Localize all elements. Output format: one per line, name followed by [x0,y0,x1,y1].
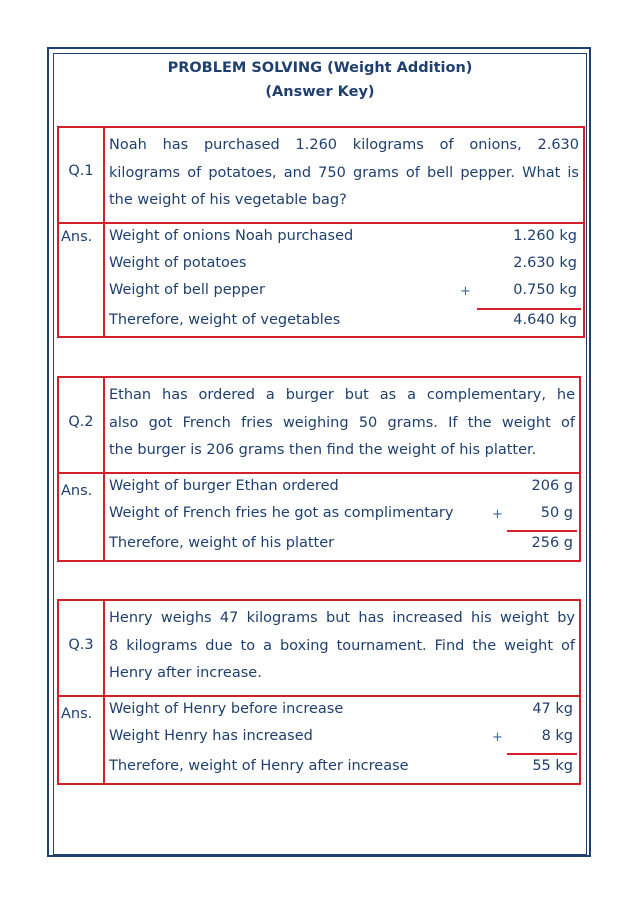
total-text: Therefore, weight of Henry after increase [109,758,409,774]
question-line: 8 kilograms due to a boxing tournament. Find the weight of [109,637,575,654]
sum-line [507,753,577,755]
divider [103,697,105,783]
question-label-3: Q.3 [68,637,94,653]
question-box-2 [57,376,581,474]
answer-row-text: Weight of onions Noah purchased [109,228,354,244]
total-value: 4.640 kg [513,312,577,328]
total-text: Therefore, weight of vegetables [109,312,341,328]
answer-row-value: 47 kg [532,701,573,717]
answer-row-value: 2.630 kg [513,255,577,271]
page-subtitle: (Answer Key) [265,84,375,100]
answer-box-2 [57,472,581,562]
total-value: 256 g [531,535,573,551]
sum-line [507,530,577,532]
answer-label-3: Ans. [61,706,93,722]
question-line: the burger is 206 grams then find the weight of his platter. [109,442,537,458]
divider [103,224,105,336]
question-line: the weight of his vegetable bag? [109,192,347,208]
answer-label-1: Ans. [61,229,93,245]
question-box-3 [57,599,581,697]
question-line: also got French fries weighing 50 grams. If the weight of [109,414,575,431]
divider [103,601,105,695]
answer-row-text: Weight Henry has increased [109,728,313,744]
plus-sign: + [492,507,503,522]
question-text-2 [109,382,575,465]
answer-row-text: Weight of potatoes [109,255,247,271]
question-line: Noah has purchased 1.260 kilograms of onions, 2.630 [109,137,579,153]
answer-row-value: 50 g [540,505,573,521]
divider [103,378,105,472]
question-line: Ethan has ordered a burger but as a complementary, he [109,387,575,403]
answer-row-value: 1.260 kg [513,228,577,244]
answer-row-value: 206 g [531,478,573,494]
question-line: Henry weighs 47 kilograms but has increased his weight by [109,610,575,626]
question-box-1 [57,126,585,224]
page-title: PROBLEM SOLVING (Weight Addition) [167,60,473,76]
plus-sign: + [460,284,471,299]
total-text: Therefore, weight of his platter [109,535,335,551]
question-text-1 [109,132,579,215]
answer-row-text: Weight of burger Ethan ordered [109,478,339,494]
plus-sign: + [492,730,503,745]
sum-line [477,308,581,310]
divider [103,128,105,222]
answer-row-text: Weight of French fries he got as complimentary [109,505,454,521]
answer-box-1 [57,222,585,338]
question-line: Henry after increase. [109,665,262,681]
question-line: kilograms of potatoes, and 750 grams of bell pepper. What is [109,164,579,181]
answer-row-value: 8 kg [541,728,573,744]
answer-row-text: Weight of bell pepper [109,282,265,298]
answer-label-2: Ans. [61,483,93,499]
question-text-3 [109,605,575,688]
answer-box-3 [57,695,581,785]
question-label-1: Q.1 [68,163,94,179]
total-value: 55 kg [532,758,573,774]
answer-row-text: Weight of Henry before increase [109,701,344,717]
divider [103,474,105,560]
answer-row-value: 0.750 kg [513,282,577,298]
question-label-2: Q.2 [68,414,94,430]
